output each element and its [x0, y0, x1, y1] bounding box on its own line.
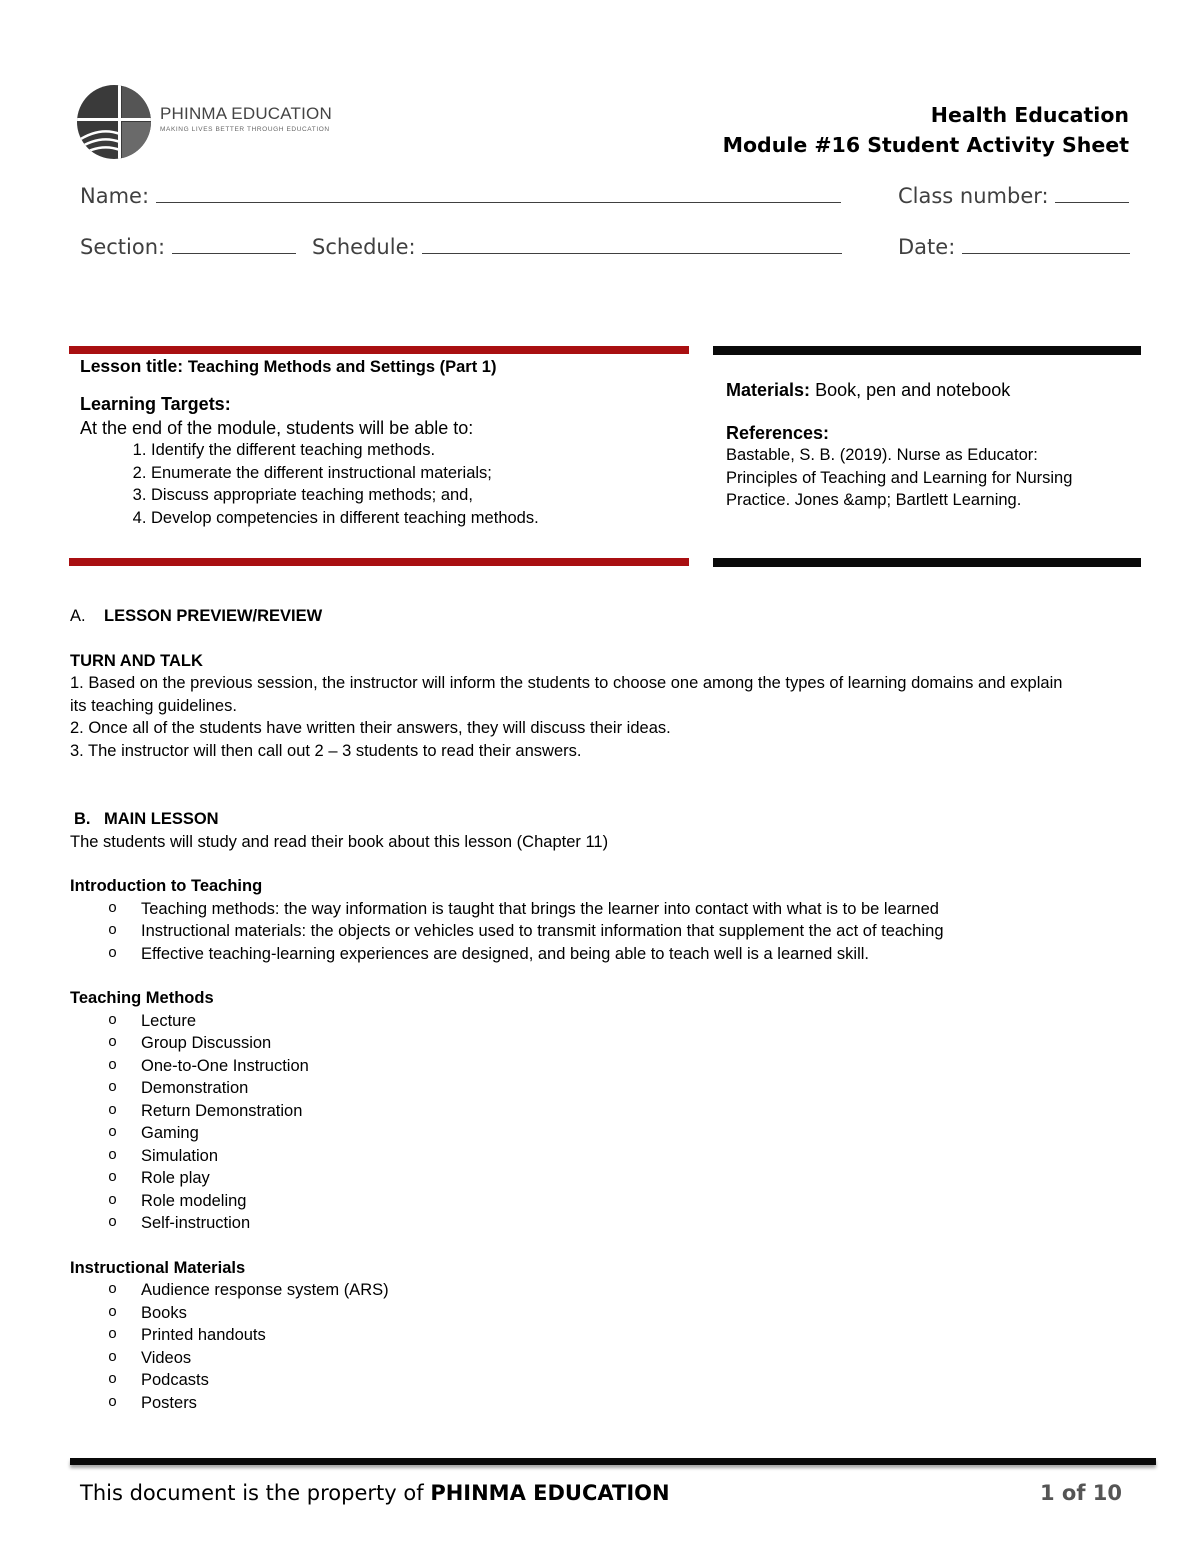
section-b [70, 808, 1130, 1414]
date-label: Date: [898, 235, 956, 259]
teaching-methods-heading: Teaching Methods [70, 989, 214, 1007]
reference-text: Bastable, S. B. (2019). Nurse as Educator: Principles of Teaching and Learning for Nursing Practice. Jones &amp; Bartlett Learning. [726, 446, 1073, 509]
phinma-globe-icon [74, 82, 160, 162]
section-b-heading: MAIN LESSON [104, 810, 219, 828]
list-item: o Posters [70, 1392, 1130, 1415]
list-item: o Podcasts [70, 1369, 1130, 1392]
logo-wordmark [160, 104, 332, 133]
list-item: o Return Demonstration [70, 1100, 1130, 1123]
name-label: Name: [80, 184, 150, 208]
section-field[interactable] [80, 235, 296, 259]
list-item: o Role play [70, 1167, 1130, 1190]
list-item: o Instructional materials: the objects or vehicles used to transmit information that supplement the act of teaching [70, 920, 1130, 943]
page-number: 1 of 10 [1040, 1481, 1123, 1505]
instructional-materials-list [70, 1279, 1130, 1414]
schedule-label: Schedule: [312, 235, 416, 259]
footer-property-owner: PHINMA EDUCATION [430, 1481, 670, 1505]
materials-info [726, 380, 1126, 512]
section-a-heading: LESSON PREVIEW/REVIEW [104, 607, 323, 625]
lesson-box-bottom-rule [69, 558, 689, 566]
list-item: 4. Develop competencies in different teaching methods. [151, 507, 680, 530]
footer-rule [70, 1458, 1156, 1465]
lesson-title-label: Lesson title: [80, 356, 184, 376]
section-label: Section: [80, 235, 166, 259]
section-a-letter: A. [70, 607, 86, 625]
module-title: Module #16 Student Activity Sheet [722, 133, 1129, 157]
materials-box-top-rule [713, 346, 1141, 355]
subject-title: Health Education [930, 103, 1129, 127]
footer-property [80, 1481, 670, 1505]
class-number-blank[interactable] [1055, 184, 1129, 203]
list-item: 3. The instructor will then call out 2 – 3 students to read their answers. [70, 741, 582, 760]
date-field[interactable] [898, 235, 1130, 259]
date-blank[interactable] [962, 235, 1130, 254]
lesson-info [80, 356, 680, 529]
name-field[interactable] [80, 184, 841, 208]
schedule-field[interactable] [312, 235, 842, 259]
materials-box-bottom-rule [713, 558, 1141, 567]
list-item: o Role modeling [70, 1190, 1130, 1213]
list-item: 1. Based on the previous session, the instructor will inform the students to choose one among the types of learning domains and explain its teaching guidelines. [70, 674, 1063, 715]
learning-targets-heading: Learning Targets: [80, 394, 231, 414]
lesson-box-top-rule [69, 346, 689, 354]
turn-and-talk-heading: TURN AND TALK [70, 651, 203, 670]
list-item: 1. Identify the different teaching methods. [151, 439, 680, 462]
list-item: o Simulation [70, 1145, 1130, 1168]
class-number-label: Class number: [898, 184, 1049, 208]
section-a [70, 605, 1130, 762]
list-item: o One-to-One Instruction [70, 1055, 1130, 1078]
lesson-title: Teaching Methods and Settings (Part 1) [187, 358, 497, 376]
section-b-letter: B. [74, 810, 91, 828]
intro-teaching-list [70, 898, 1130, 966]
schedule-blank[interactable] [422, 235, 842, 254]
main-lesson-intro: The students will study and read their book about this lesson (Chapter 11) [70, 832, 609, 851]
list-item: 2. Enumerate the different instructional materials; [151, 462, 680, 485]
list-item: o Group Discussion [70, 1032, 1130, 1055]
document-header [723, 100, 1129, 160]
learning-targets-intro: At the end of the module, students will be able to: [80, 418, 474, 438]
class-number-field[interactable] [898, 184, 1129, 208]
list-item: o Gaming [70, 1122, 1130, 1145]
list-item: o Teaching methods: the way information is taught that brings the learner into contact with what is to be learned [70, 898, 1130, 921]
list-item: o Audience response system (ARS) [70, 1279, 1130, 1302]
materials-value: Book, pen and notebook [815, 380, 1011, 400]
teaching-methods-list [70, 1010, 1130, 1235]
section-blank[interactable] [172, 235, 296, 254]
list-item: o Lecture [70, 1010, 1130, 1033]
list-item: o Demonstration [70, 1077, 1130, 1100]
name-blank[interactable] [156, 184, 841, 203]
references-heading: References: [726, 423, 830, 443]
materials-label: Materials: [726, 380, 811, 400]
logo-name: PHINMA EDUCATION [160, 104, 332, 123]
intro-teaching-heading: Introduction to Teaching [70, 877, 263, 895]
learning-targets-list [80, 439, 680, 529]
list-item: o Self-instruction [70, 1212, 1130, 1235]
list-item: 2. Once all of the students have written their answers, they will discuss their ideas. [70, 719, 671, 737]
list-item: o Videos [70, 1347, 1130, 1370]
list-item: 3. Discuss appropriate teaching methods; and, [151, 484, 680, 507]
list-item: o Effective teaching-learning experiences are designed, and being able to teach well is a learned skill. [70, 943, 1130, 966]
list-item: o Books [70, 1302, 1130, 1325]
logo-tagline: MAKING LIVES BETTER THROUGH EDUCATION [160, 126, 330, 133]
footer-property-text: This document is the property of [80, 1481, 424, 1505]
instructional-materials-heading: Instructional Materials [70, 1258, 246, 1277]
list-item: o Printed handouts [70, 1324, 1130, 1347]
